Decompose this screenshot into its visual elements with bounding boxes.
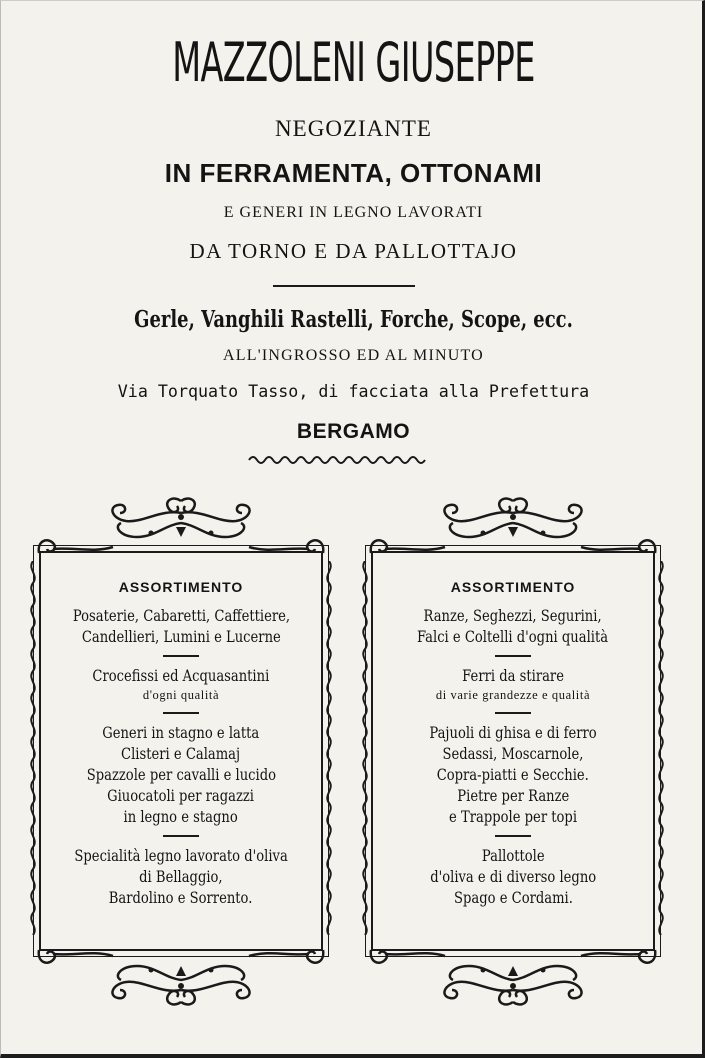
entry-subline: d'ogni qualità <box>142 688 220 702</box>
entry-line: Specialità legno lavorato d'oliva <box>74 846 288 865</box>
panel-frame <box>39 551 323 951</box>
merchant-name: MAZZOLENI GIUSEPPE <box>172 31 535 94</box>
entry-line: Posaterie, Cabaretti, Caffettiere, <box>72 606 290 625</box>
entry-line: Generi in stagno e latta <box>102 723 260 742</box>
scroll-ornament-top <box>363 493 663 555</box>
side-ornament-right <box>323 561 335 941</box>
entry-line: Spazzole per cavalli e lucido <box>86 765 276 784</box>
entry-subline: di varie grandezze e qualità <box>435 688 591 702</box>
entry-line: Pajuoli di ghisa e di ferro <box>429 723 597 742</box>
tools-line: Gerle, Vanghili Rastelli, Forche, Scope, ecc. <box>134 306 573 333</box>
entry-divider <box>495 835 531 837</box>
address-line: Via Torquato Tasso, di facciata alla Prefettura <box>117 382 590 402</box>
entry-divider <box>495 655 531 657</box>
entry-line: d'oliva e di diverso legno <box>430 867 596 886</box>
divider-rule <box>273 285 415 287</box>
scroll-ornament-bottom <box>31 948 331 1010</box>
entry-line: Sedassi, Moscarnole, <box>442 744 584 763</box>
merchant-trade: IN FERRAMENTA, OTTONAMI <box>164 158 543 188</box>
entry-line: Crocefissi ed Acquasantini <box>92 666 270 685</box>
entry-line: in legno e stagno <box>123 807 239 826</box>
side-ornament-left <box>359 561 371 941</box>
panel-heading: ASSORTIMENTO <box>450 579 576 595</box>
entry-line: Giuocatoli per ragazzi <box>107 786 255 805</box>
entry-line: Ferri da stirare <box>462 666 564 685</box>
entry-line: di Bellaggio, <box>139 867 223 886</box>
panel-content <box>373 579 653 908</box>
entry-line: Spago e Cordami. <box>453 888 573 907</box>
entry-line: Candellieri, Lumini e Lucerne <box>81 627 281 646</box>
side-ornament-left <box>27 561 39 941</box>
entry-divider <box>163 655 199 657</box>
entry-divider <box>495 712 531 714</box>
scroll-ornament-bottom <box>363 948 663 1010</box>
entry-line: Ranze, Seghezzi, Segurini, <box>423 606 603 625</box>
entry-line: Copra-piatti e Secchie. <box>436 765 590 784</box>
panel-content <box>41 579 321 908</box>
panel-heading: ASSORTIMENTO <box>118 579 244 595</box>
entry-line: Pietre per Ranze <box>456 786 570 805</box>
wholesale-line: ALL'INGROSSO ED AL MINUTO <box>223 347 484 364</box>
entry-line: Clisteri e Calamaj <box>121 744 241 763</box>
entry-line: Pallottole <box>481 846 545 865</box>
entry-divider <box>163 835 199 837</box>
panel-frame <box>371 551 655 951</box>
scroll-ornament-top <box>31 493 331 555</box>
merchant-role: NEGOZIANTE <box>275 116 432 141</box>
city-line: BERGAMO <box>296 420 411 443</box>
entry-line: e Trappole per topi <box>449 807 577 826</box>
wavy-divider <box>247 453 427 467</box>
side-ornament-right <box>655 561 667 941</box>
entry-divider <box>163 712 199 714</box>
entry-line: Falci e Coltelli d'ogni qualità <box>417 627 609 646</box>
goods-line-1: E GENERI IN LEGNO LAVORATI <box>223 204 484 221</box>
goods-line-2: DA TORNO E DA PALLOTTAJO <box>189 239 518 263</box>
entry-line: Bardolino e Sorrento. <box>109 888 253 907</box>
